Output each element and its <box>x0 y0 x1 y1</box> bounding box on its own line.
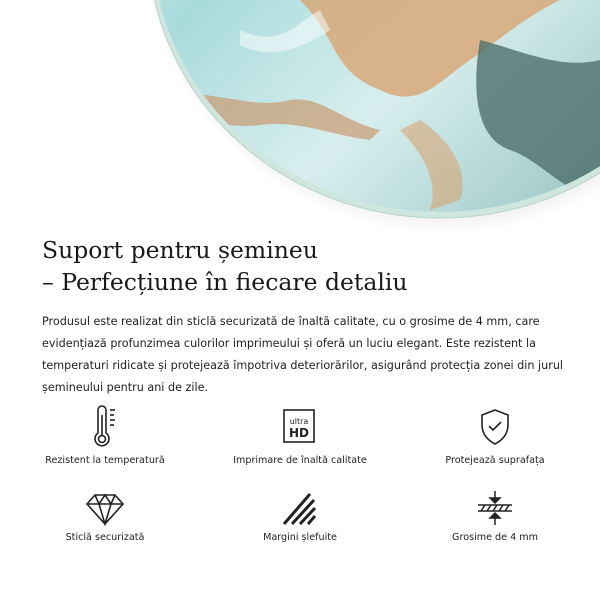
feature-label: Grosime de 4 mm <box>452 532 538 543</box>
diamond-icon <box>85 490 125 526</box>
shield-check-icon <box>475 405 515 449</box>
page-title <box>42 234 408 298</box>
feature-thickness <box>405 490 585 543</box>
polished-edges-icon <box>280 490 320 526</box>
thickness-icon <box>475 490 515 526</box>
feature-polished-edges <box>210 490 390 543</box>
feature-label: Imprimare de înaltă calitate <box>233 455 367 466</box>
ultra-hd-icon <box>280 405 320 449</box>
title-line-1: Suport pentru șemineu <box>42 236 318 264</box>
ultra-text: ultra <box>289 417 309 426</box>
title-line-2: – Perfecțiune în fiecare detaliu <box>42 268 408 296</box>
thermometer-icon <box>85 405 125 449</box>
product-description: Produsul este realizat din sticlă securizată de înaltă calitate, cu o grosime de 4 mm, care evidențiază profunzimea culorilor imprimeului și oferă un luciu elegant. Este rezistent la temperaturi ridicate și protejează împotriva deteriorărilor, asigurând protecția zonei din jurul șemineului pentru ani de zile. <box>42 315 564 394</box>
marble-glass-product-image <box>0 0 600 240</box>
feature-surface-protection <box>405 405 585 466</box>
feature-print-quality <box>210 405 390 466</box>
feature-label: Protejează suprafața <box>445 455 545 466</box>
feature-tempered-glass <box>15 490 195 543</box>
hd-text: HD <box>288 426 310 440</box>
feature-label: Margini șlefuite <box>263 532 337 543</box>
feature-label: Sticlă securizată <box>65 532 145 543</box>
feature-label: Rezistent la temperatură <box>45 455 165 466</box>
feature-temperature <box>15 405 195 466</box>
